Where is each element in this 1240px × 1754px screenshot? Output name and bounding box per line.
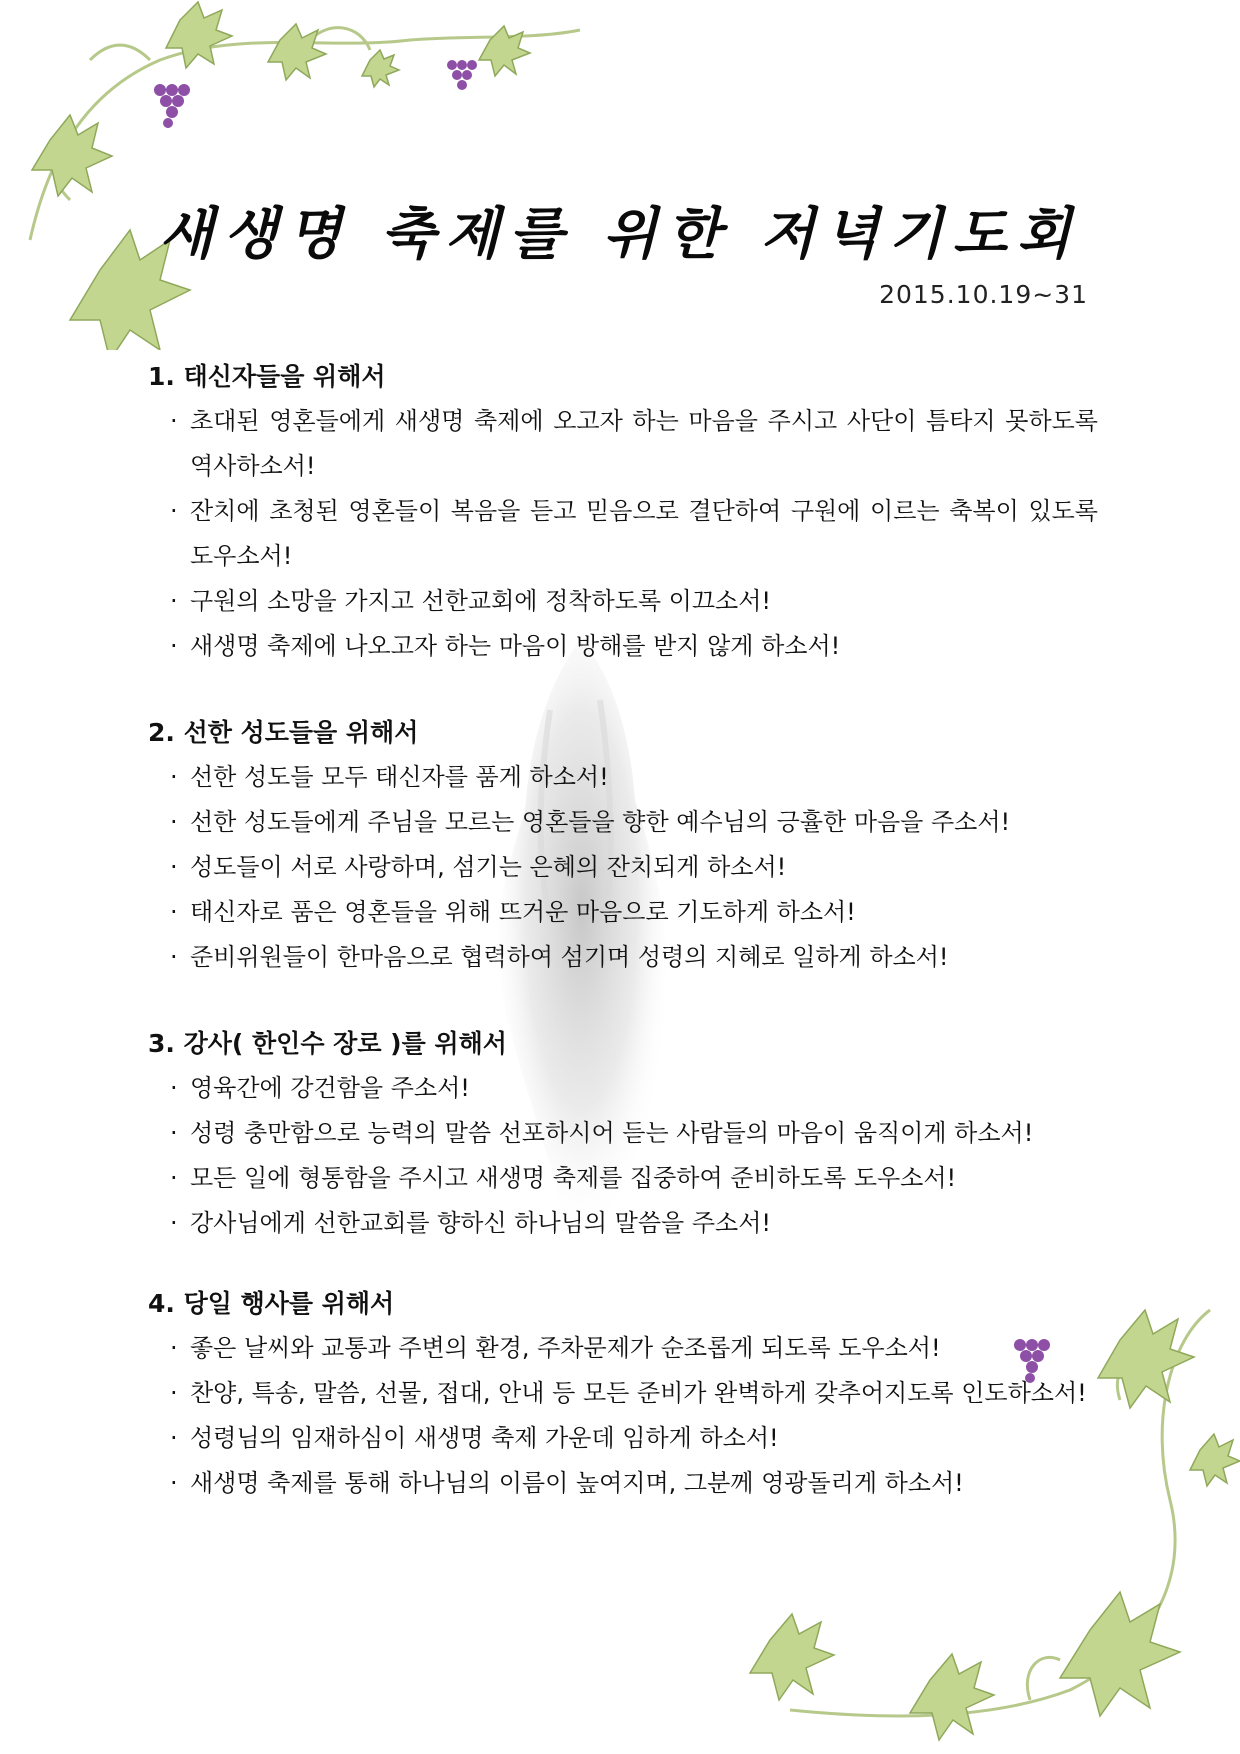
prayer-item-text: 좋은 날씨와 교통과 주변의 환경, 주차문제가 순조롭게 되도록 도우소서! bbox=[190, 1334, 941, 1362]
bullet-glyph: · bbox=[170, 763, 178, 791]
prayer-item bbox=[148, 1416, 1098, 1461]
bullet-glyph: · bbox=[170, 497, 178, 525]
prayer-item-text: 구원의 소망을 가지고 선한교회에 정착하도록 이끄소서! bbox=[190, 587, 771, 615]
prayer-item-text: 모든 일에 형통함을 주시고 새생명 축제를 집중하여 준비하도록 도우소서! bbox=[190, 1164, 957, 1192]
bullet-glyph: · bbox=[170, 1209, 178, 1237]
prayer-item-text: 성령님의 임재하심이 새생명 축제 가운데 임하게 하소서! bbox=[190, 1424, 779, 1452]
section-heading: 1. 태신자들을 위해서 bbox=[148, 362, 386, 391]
bullet-glyph: · bbox=[170, 1334, 178, 1362]
section-heading: 3. 강사( 한인수 장로 )를 위해서 bbox=[148, 1029, 507, 1058]
prayer-item bbox=[148, 579, 1098, 624]
prayer-item bbox=[148, 1156, 1098, 1201]
prayer-item bbox=[148, 1111, 1098, 1156]
prayer-item bbox=[148, 800, 1098, 845]
bullet-glyph: · bbox=[170, 407, 178, 435]
prayer-sections bbox=[148, 355, 1098, 1548]
bullet-glyph: · bbox=[170, 1424, 178, 1452]
prayer-item-text: 태신자로 품은 영혼들을 위해 뜨거운 마음으로 기도하게 하소서! bbox=[190, 898, 856, 926]
prayer-item bbox=[148, 489, 1098, 579]
prayer-item bbox=[148, 1201, 1098, 1246]
prayer-item bbox=[148, 1461, 1098, 1506]
bullet-glyph: · bbox=[170, 1164, 178, 1192]
prayer-item-text: 찬양, 특송, 말씀, 선물, 접대, 안내 등 모든 준비가 완벽하게 갖추어지도록 인도하소서! bbox=[190, 1379, 1087, 1407]
bullet-glyph: · bbox=[170, 1074, 178, 1102]
prayer-item-text: 선한 성도들에게 주님을 모르는 영혼들을 향한 예수님의 긍휼한 마음을 주소서! bbox=[190, 808, 1011, 836]
prayer-item bbox=[148, 624, 1098, 669]
prayer-item-text: 새생명 축제에 나오고자 하는 마음이 방해를 받지 않게 하소서! bbox=[190, 632, 841, 660]
prayer-item bbox=[148, 845, 1098, 890]
bullet-glyph: · bbox=[170, 943, 178, 971]
prayer-item bbox=[148, 1066, 1098, 1111]
bullet-glyph: · bbox=[170, 1119, 178, 1147]
prayer-item-text: 성도들이 서로 사랑하며, 섬기는 은혜의 잔치되게 하소서! bbox=[190, 853, 787, 881]
prayer-item bbox=[148, 935, 1098, 980]
section-heading: 2. 선한 성도들을 위해서 bbox=[148, 718, 419, 747]
bullet-glyph: · bbox=[170, 808, 178, 836]
prayer-section bbox=[148, 1282, 1098, 1506]
prayer-item-text: 준비위원들이 한마음으로 협력하여 섬기며 성령의 지혜로 일하게 하소서! bbox=[190, 943, 949, 971]
prayer-item-text: 선한 성도들 모두 태신자를 품게 하소서! bbox=[190, 763, 609, 791]
prayer-item-text: 새생명 축제를 통해 하나님의 이름이 높여지며, 그분께 영광돌리게 하소서! bbox=[190, 1469, 964, 1497]
prayer-item bbox=[148, 1326, 1098, 1371]
bullet-glyph: · bbox=[170, 1469, 178, 1497]
date-range: 2015.10.19~31 bbox=[879, 280, 1088, 309]
prayer-item-text: 초대된 영혼들에게 새생명 축제에 오고자 하는 마음을 주시고 사단이 틈타지 못하도록 역사하소서! bbox=[190, 407, 1098, 480]
prayer-item-text: 잔치에 초청된 영혼들이 복음을 듣고 믿음으로 결단하여 구원에 이르는 축복이 있도록 도우소서! bbox=[190, 497, 1098, 570]
prayer-item bbox=[148, 1371, 1098, 1416]
page-title: 새생명 축제를 위한 저녁기도회 bbox=[159, 201, 1081, 267]
prayer-item-text: 영육간에 강건함을 주소서! bbox=[190, 1074, 470, 1102]
prayer-section bbox=[148, 1022, 1098, 1246]
prayer-section bbox=[148, 711, 1098, 980]
prayer-section bbox=[148, 355, 1098, 669]
prayer-item-text: 강사님에게 선한교회를 향하신 하나님의 말씀을 주소서! bbox=[190, 1209, 771, 1237]
bullet-glyph: · bbox=[170, 853, 178, 881]
section-heading: 4. 당일 행사를 위해서 bbox=[148, 1289, 395, 1318]
prayer-item bbox=[148, 399, 1098, 489]
prayer-item-text: 성령 충만함으로 능력의 말씀 선포하시어 듣는 사람들의 마음이 움직이게 하소서! bbox=[190, 1119, 1034, 1147]
bullet-glyph: · bbox=[170, 898, 178, 926]
grape-vine-top-left-decoration bbox=[10, 0, 610, 350]
prayer-item bbox=[148, 755, 1098, 800]
bullet-glyph: · bbox=[170, 632, 178, 660]
prayer-item bbox=[148, 890, 1098, 935]
bullet-glyph: · bbox=[170, 587, 178, 615]
bullet-glyph: · bbox=[170, 1379, 178, 1407]
